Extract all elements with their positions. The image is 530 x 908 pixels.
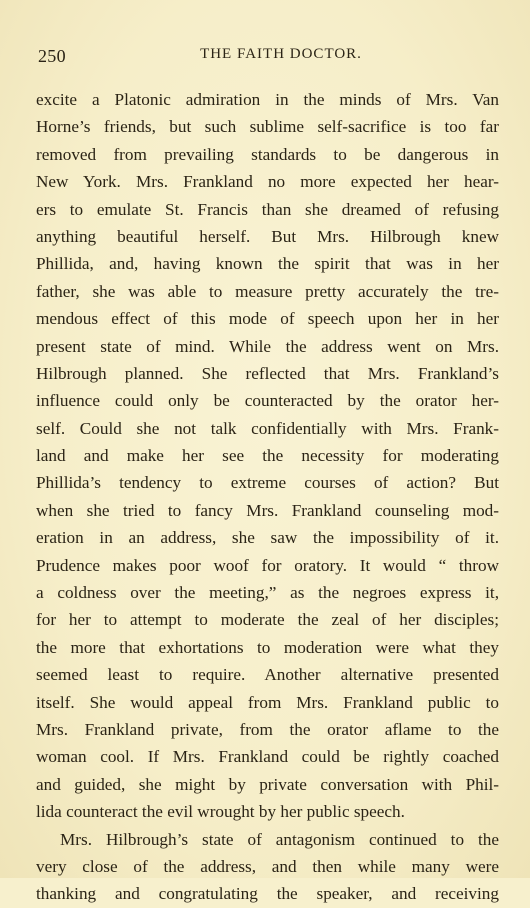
text-line: Prudence makes poor woof for oratory. It would “ throw — [36, 555, 499, 575]
text-line: land and make her see the necessity for moderating — [36, 446, 499, 466]
text-line: Horne’s friends, but such sublime self-sacrifice is too far — [36, 117, 499, 137]
text-line: anything beautiful herself. But Mrs. Hilbrough knew — [36, 226, 499, 246]
text-line: father, she was able to measure pretty accurately the tre- — [36, 281, 499, 301]
text-line: ers to emulate St. Francis than she dreamed of refusing — [36, 199, 499, 219]
running-head — [38, 44, 504, 68]
text-line: the more that exhortations to moderation were what they — [36, 637, 499, 657]
text-line: thanking and congratulating the speaker, and receiving — [36, 884, 499, 904]
text-line: very close of the address, and then while many were — [36, 856, 499, 876]
text-line: present state of mind. While the address went on Mrs. — [36, 336, 499, 356]
text-line: Hilbrough planned. She reflected that Mrs. Frankland’s — [36, 363, 499, 383]
text-line: removed from prevailing standards to be dangerous in — [36, 144, 499, 164]
text-line: seemed least to require. Another alternative presented — [36, 665, 499, 685]
text-line: when she tried to fancy Mrs. Frankland counseling mod- — [36, 500, 499, 520]
text-line: Mrs. Frankland private, from the orator aflame to the — [36, 719, 499, 739]
text-line: Phillida, and, having known the spirit that was in her — [36, 254, 499, 274]
text-line: a coldness over the meeting,” as the negroes express it, — [36, 583, 499, 603]
text-line: mendous effect of this mode of speech upon her in her — [36, 309, 499, 329]
running-title: THE FAITH DOCTOR. — [200, 46, 362, 62]
page-number: 250 — [38, 46, 66, 66]
text-line: self. Could she not talk confidentially with Mrs. Frank- — [36, 418, 499, 438]
body-text — [36, 86, 499, 908]
text-line: influence could only be counteracted by the orator her- — [36, 391, 499, 411]
paragraph-start-line: Mrs. Hilbrough’s state of antagonism continued to the — [60, 829, 499, 849]
text-line: New York. Mrs. Frankland no more expected her hear- — [36, 172, 499, 192]
text-line: excite a Platonic admiration in the minds of Mrs. Van — [36, 90, 499, 109]
paragraph-end-line: lida counteract the evil wrought by her public speech. — [36, 802, 405, 822]
text-line: woman cool. If Mrs. Frankland could be rightly coached — [36, 747, 499, 767]
text-line: and guided, she might by private conversation with Phil- — [36, 774, 499, 794]
text-line: eration in an address, she saw the impossibility of it. — [36, 528, 499, 548]
text-line: for her to attempt to moderate the zeal of her disciples; — [36, 610, 499, 630]
text-line: Phillida’s tendency to extreme courses of action? But — [36, 473, 499, 493]
text-line: itself. She would appeal from Mrs. Frankland public to — [36, 692, 499, 712]
